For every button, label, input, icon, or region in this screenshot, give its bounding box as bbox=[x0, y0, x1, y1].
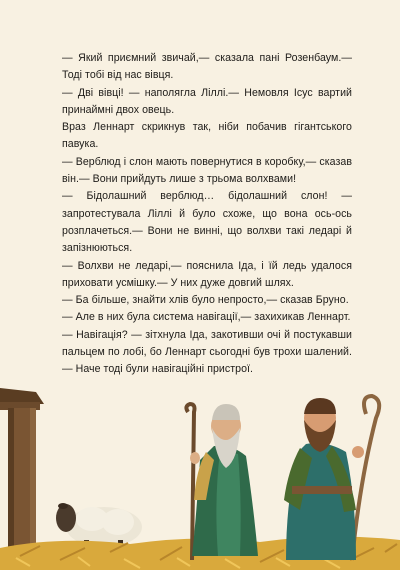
paragraph: — Ба більше, знайти хлів було непросто,— сказав Бруно. bbox=[62, 294, 349, 307]
paragraph: — Навігація? — зітхнула Іда, закотивши очі й постукавши пальцем по лобі, бо Леннарт сьогодні був трохи шалений.— Наче тоді були навігаційні пристрої. bbox=[62, 328, 352, 376]
paragraph: — Бідолашний верблюд… бідолашний слон! — запротестувала Ліллі й було схоже, що вона ось-ось розплачеться.— Вони не винні, що волхви такі ледарі й запізнюються. bbox=[62, 190, 352, 255]
story-text bbox=[62, 50, 352, 379]
paragraph: — Дві вівці! — наполягла Ліллі.— Немовля Ісус вартий принаймні двох овець. bbox=[62, 86, 352, 116]
nativity-illustration bbox=[0, 370, 400, 570]
paragraph: Враз Леннарт скрикнув так, ніби побачив гігантського павука. bbox=[62, 121, 352, 151]
shepherd-old-icon bbox=[186, 404, 258, 560]
paragraph: — Волхви не ледарі,— пояснила Іда, і їй ледь удалося приховати усмішку.— У них дуже довгий шлях. bbox=[62, 259, 352, 289]
paragraph: — Який приємний звичай,— сказала пані Розенбаум.— Тоді тобі від нас вівця. bbox=[62, 52, 352, 82]
shepherd-bearded-icon bbox=[284, 396, 379, 560]
paragraph: — Верблюд і слон мають повернутися в коробку,— сказав він.— Вони прийдуть лише з трьома волхвами! bbox=[62, 155, 352, 186]
paragraph: — Але в них була система навігації,— захихикав Леннарт. bbox=[62, 311, 351, 324]
